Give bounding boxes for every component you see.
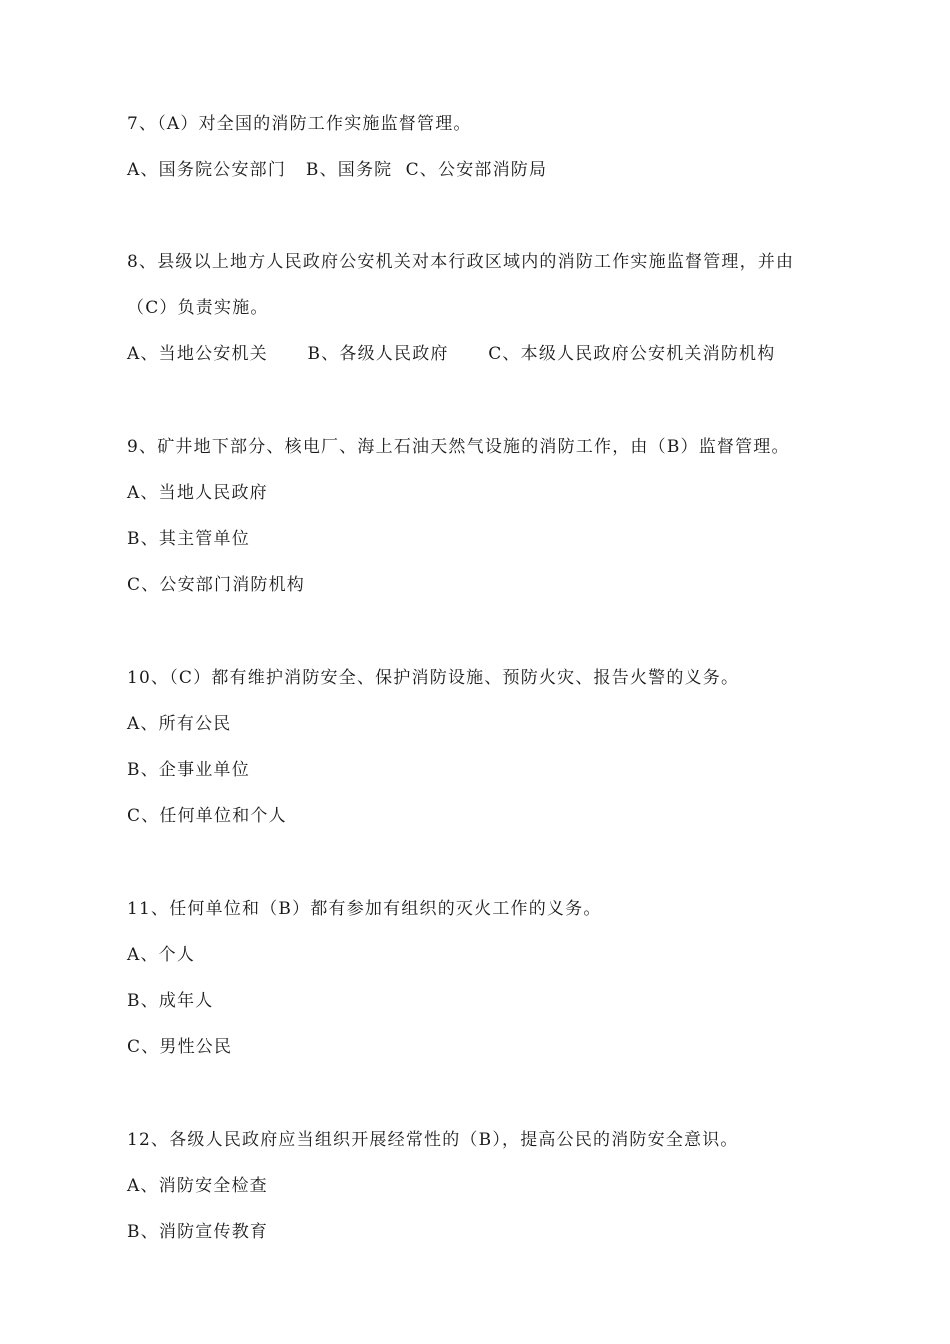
question-8-stem-line-2: （C）负责实施。 (127, 298, 269, 318)
question-10-option-b: B、企事业单位 (127, 760, 250, 780)
question-12-stem: 12、各级人民政府应当组织开展经常性的（B），提高公民的消防安全意识。 (127, 1130, 739, 1150)
question-12-option-b: B、消防宣传教育 (127, 1222, 269, 1242)
question-11-option-b: B、成年人 (127, 991, 214, 1011)
question-10-option-c: C、任何单位和个人 (127, 806, 287, 826)
question-8-options: A、当地公安机关 B、各级人民政府 C、本级人民政府公安机关消防机构 (127, 344, 776, 364)
question-9-option-a: A、当地人民政府 (127, 483, 268, 503)
question-7-options: A、国务院公安部门 B、国务院 C、公安部消防局 (127, 160, 548, 180)
question-7-stem: 7、（A）对全国的消防工作实施监督管理。 (127, 114, 472, 134)
question-11-stem: 11、任何单位和（B）都有参加有组织的灭火工作的义务。 (127, 899, 602, 919)
question-10-option-a: A、所有公民 (127, 714, 232, 734)
question-12-option-a: A、消防安全检查 (127, 1176, 268, 1196)
question-10-stem: 10、（C）都有维护消防安全、保护消防设施、预防火灾、报告火警的义务。 (127, 668, 740, 688)
question-9-option-b: B、其主管单位 (127, 529, 250, 549)
question-11-option-a: A、个人 (127, 945, 196, 965)
question-9-stem: 9、矿井地下部分、核电厂、海上石油天然气设施的消防工作，由（B）监督管理。 (127, 437, 790, 457)
question-8-stem-line-1: 8、县级以上地方人民政府公安机关对本行政区域内的消防工作实施监督管理，并由 (127, 252, 795, 272)
question-11-option-c: C、男性公民 (127, 1037, 233, 1057)
question-9-option-c: C、公安部门消防机构 (127, 575, 306, 595)
